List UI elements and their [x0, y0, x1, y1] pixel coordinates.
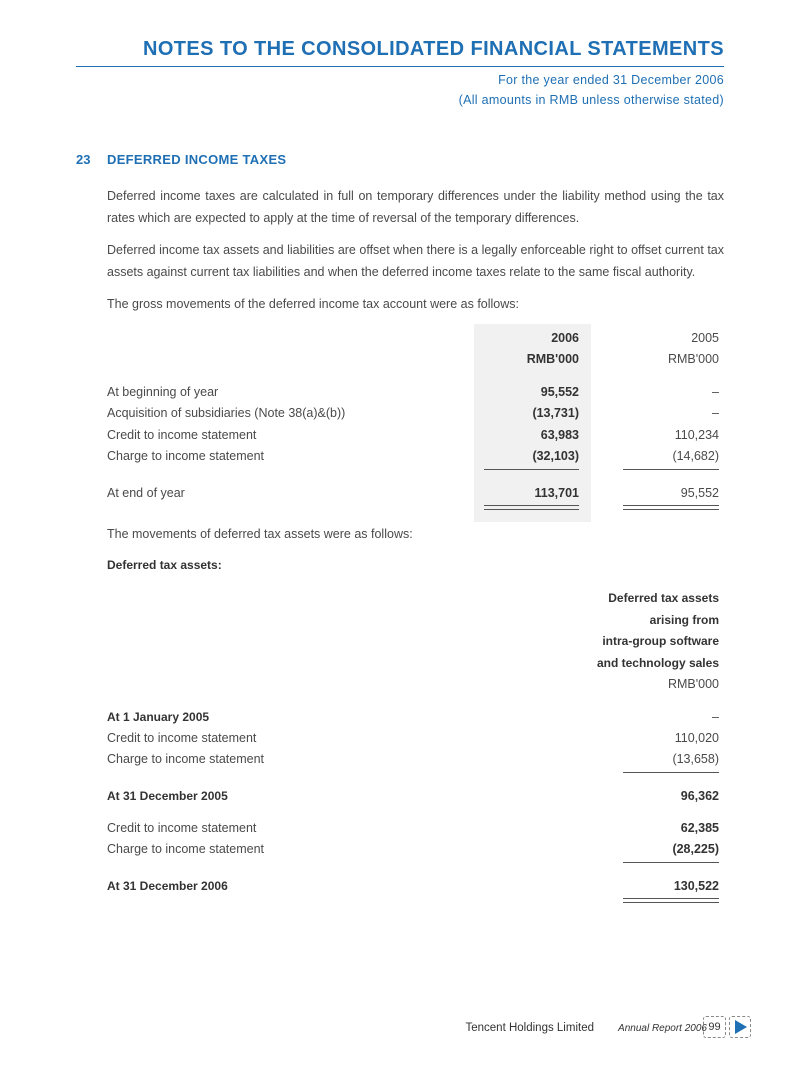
amounts-note: (All amounts in RMB unless otherwise stated) — [458, 93, 724, 107]
table-row-label: Credit to income statement — [107, 428, 257, 442]
next-page-button[interactable] — [729, 1016, 751, 1038]
table-cell-2005: – — [712, 406, 719, 420]
total-cell-2006: 113,701 — [534, 486, 579, 500]
table-cell-2005: – — [712, 385, 719, 399]
table-cell: 62,385 — [680, 821, 719, 835]
table-cell: 130,522 — [673, 879, 719, 893]
table-cell-2005: 110,234 — [674, 428, 719, 442]
col-2006-header: 2006 — [551, 331, 579, 345]
paragraph-1: Deferred income taxes are calculated in full on temporary differences under the liability method using the tax rates which are expected to apply at the time of reversal of the temporary differences. — [107, 189, 724, 225]
subtotal-rule — [484, 469, 579, 470]
section-number: 23 — [76, 152, 91, 167]
period-subtitle: For the year ended 31 December 2006 — [498, 73, 724, 87]
footer-report: Annual Report 2006 — [618, 1023, 707, 1034]
table-cell-2006: 63,983 — [540, 428, 579, 442]
total-double-rule — [484, 509, 579, 510]
subtotal-rule — [623, 772, 719, 773]
total-double-rule — [484, 505, 579, 506]
table-row-label: Charge to income statement — [107, 752, 265, 766]
table-row-label: Credit to income statement — [107, 731, 257, 745]
table-row-label: Acquisition of subsidiaries (Note 38(a)&(b)) — [107, 406, 346, 420]
col-2006-unit: RMB'000 — [526, 352, 579, 366]
table-cell-2006: 95,552 — [540, 385, 579, 399]
table-row-label: Credit to income statement — [107, 821, 257, 835]
paragraph-3: The gross movements of the deferred income tax account were as follows: — [107, 297, 519, 311]
section-title: DEFERRED INCOME TAXES — [107, 152, 287, 167]
col-header-line: Deferred tax assets — [608, 591, 719, 605]
col-header-line: arising from — [649, 613, 719, 627]
col-2005-unit: RMB'000 — [667, 352, 719, 366]
table2-heading: Deferred tax assets: — [107, 558, 222, 572]
total-double-rule — [623, 898, 719, 899]
col-2005-header: 2005 — [691, 331, 719, 345]
total-double-rule — [623, 509, 719, 510]
table-cell: (28,225) — [672, 842, 719, 856]
table-cell: 110,020 — [674, 731, 719, 745]
table-cell: (13,658) — [672, 752, 719, 766]
table-row-label: At 31 December 2005 — [107, 789, 228, 803]
col-header-line: and technology sales — [596, 656, 719, 670]
movements-intro: The movements of deferred tax assets were as follows: — [107, 527, 413, 541]
table-row-label: At 1 January 2005 — [107, 710, 210, 724]
table-cell: 96,362 — [680, 789, 719, 803]
total-row-label: At end of year — [107, 486, 185, 500]
table-cell-2005: (14,682) — [672, 449, 719, 463]
total-double-rule — [623, 505, 719, 506]
paragraph-2: Deferred income tax assets and liabilities are offset when there is a legally enforceable right to offset current tax assets against current tax liabilities and when the deferred income taxes relate to the same fiscal authority. — [107, 243, 724, 279]
page-number: 99 — [703, 1016, 726, 1038]
table-cell-2006: (13,731) — [532, 406, 579, 420]
subtotal-rule — [623, 469, 719, 470]
total-double-rule — [623, 902, 719, 903]
page-title: NOTES TO THE CONSOLIDATED FINANCIAL STATEMENTS — [143, 38, 724, 60]
table-cell: – — [712, 710, 719, 724]
col-unit: RMB'000 — [667, 677, 719, 691]
play-arrow-icon — [735, 1020, 747, 1034]
total-cell-2005: 95,552 — [680, 486, 719, 500]
col-header-line: intra-group software — [602, 634, 719, 648]
table-row-label: At 31 December 2006 — [107, 879, 228, 893]
footer-company: Tencent Holdings Limited — [465, 1022, 594, 1034]
table-row-label: At beginning of year — [107, 385, 219, 399]
header-divider — [76, 66, 724, 67]
table-cell-2006: (32,103) — [532, 449, 579, 463]
subtotal-rule — [623, 862, 719, 863]
table-row-label: Charge to income statement — [107, 842, 265, 856]
table-row-label: Charge to income statement — [107, 449, 265, 463]
